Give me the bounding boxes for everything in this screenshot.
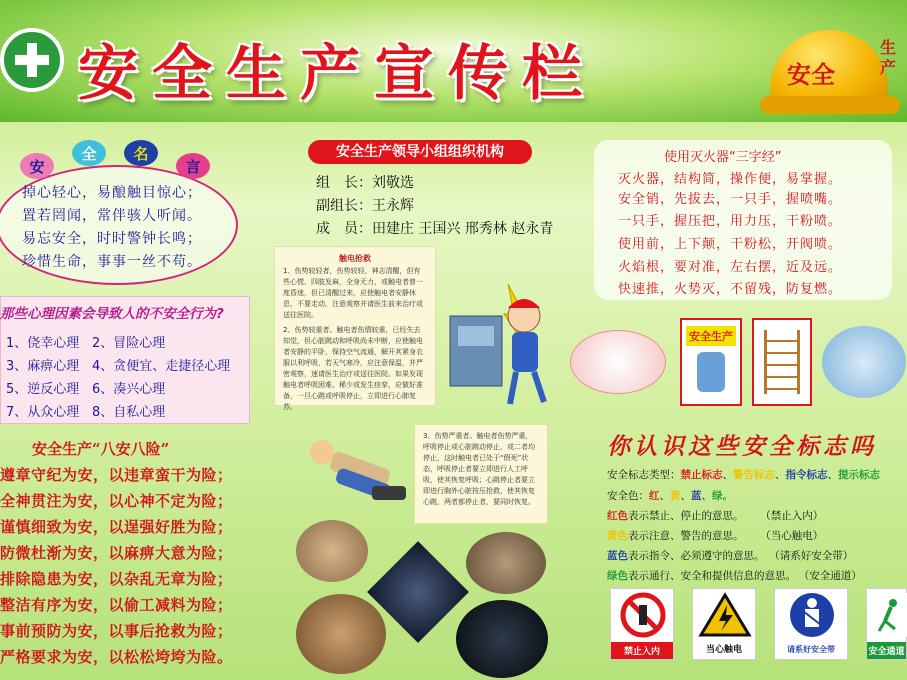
poster-label: 安全生产: [686, 326, 736, 346]
ladder-poster: [752, 318, 812, 406]
meaning-blue: [607, 548, 853, 563]
eight-safe-line: 谨慎细致为安，以逞强好胜为险；: [0, 518, 233, 536]
motto-ball-4: 言: [176, 153, 210, 179]
safety-cross-logo-icon: [0, 28, 64, 92]
page-title: 安全生产宣传栏: [78, 39, 596, 109]
eight-safe-line: 整洁有序为安，以偷工减料为险；: [0, 596, 233, 614]
org-title: 安全生产领导小组组织机构: [308, 140, 532, 164]
eight-safe-title: 安全生产“八安八险”: [32, 440, 170, 458]
psychology-item: 7、从众心理: [6, 405, 80, 420]
type-mandatory: 指令标志: [785, 469, 828, 481]
meaning-yellow-text: 表示注意、警告的意思。: [628, 530, 744, 542]
type-information: 提示标志: [838, 469, 880, 481]
sign-caption: 禁止入内: [611, 642, 673, 659]
psychology-item: 4、贪便宜、走捷径心理: [92, 359, 231, 374]
eight-safe-line: 遵章守纪为安，以违章蛮干为险；: [0, 466, 233, 484]
color-red: 红: [649, 490, 660, 502]
poster-figure: [697, 352, 725, 392]
first-aid-para-1: 1、伤势较轻者，伤势较轻、神志清醒，但有些心慌、四肢发麻，全身无力，或触电者曾一度昏迷，但已清醒过来，应使触电者安静休息，不要走动，注意观察并请医生前来治疗或送往医院。: [283, 267, 423, 319]
meaning-yellow: [607, 528, 823, 543]
eight-safe-line: 事前预防为安，以事后抢救为险；: [0, 622, 233, 640]
psychology-item: 2、冒险心理: [92, 336, 166, 351]
meaning-green-example: （安全通道）: [804, 570, 862, 582]
eight-safe-line: 严格要求为安，以松松垮垮为险。: [0, 648, 233, 666]
safety-poster: [680, 318, 742, 406]
exit-runner-icon: [867, 589, 907, 641]
sign-types-label: 安全标志类型：: [607, 469, 681, 481]
meaning-red-text: 表示禁止、停止的意思。: [628, 510, 744, 522]
meaning-yellow-color: 黄色: [607, 530, 628, 542]
psychology-item: 8、自私心理: [92, 405, 166, 420]
extinguisher-line: 火焰根，要对准，左右摆，近及远。: [618, 260, 843, 275]
sign-card-exit: [866, 588, 907, 660]
type-warning: 警告标志: [733, 469, 775, 481]
sign-caption: 当心触电: [705, 645, 742, 655]
org-deputy: 副组长：王永辉: [316, 198, 414, 214]
eight-safe-line: 排除隐患为安，以杂乱无章为险；: [0, 570, 233, 588]
victim-illustration: [300, 430, 416, 516]
motto-line: 掉心轻心，易酿触目惊心；: [22, 185, 202, 201]
first-aid-para-2: 2、伤势较重者。触电者伤情较重，已经失去知觉，但心脏跳动和呼吸尚未中断，应使触电者安静的平卧，保持空气流通，解开其紧身衣服以利呼吸，若天气寒冷，应注意保温，并严密观察，速请医生治疗或送往医院。如果发现触电者呼吸困难、稀少或发生痉挛，应做好准备，一旦心跳或呼吸停止，立即进行心肺复苏。: [283, 326, 423, 411]
meaning-red: [607, 508, 823, 523]
meaning-blue-text: 表示指令、必须遵守的意思。: [628, 550, 765, 562]
safety-colors-line: 安全色：红、黄、蓝、绿。: [607, 490, 733, 502]
first-aid-title: 触电抢救: [339, 254, 371, 263]
sign-card-seatbelt: [774, 588, 848, 660]
psychology-item: 3、麻痹心理: [6, 359, 80, 374]
helmet-brim: [760, 96, 900, 114]
meaning-red-color: 红色: [607, 510, 628, 522]
pipe-photo: [456, 600, 548, 678]
signs-title: 你认识这些安全标志吗: [607, 433, 877, 460]
extinguisher-line: 安全销，先拔去，一只手，握喷嘴。: [618, 192, 843, 207]
electric-warning-icon: [693, 589, 757, 641]
extinguisher-line: 一只手，握压把，用力压，干粉喷。: [618, 214, 843, 229]
safety-colors-label: 安全色：: [607, 490, 649, 502]
meaning-blue-color: 蓝色: [607, 550, 628, 562]
motto-ball-1: 安: [20, 153, 54, 179]
extinguisher-line: 使用前，上下颠，干粉松，开阀喷。: [618, 237, 843, 252]
org-leader: 组 长：刘敬选: [316, 175, 414, 191]
type-prohibition: 禁止标志: [680, 469, 723, 481]
motto-line: 置若罔闻，常伴骇人听闻。: [22, 208, 202, 224]
meaning-blue-example: （请系好安全带）: [774, 550, 854, 562]
extinguisher-title: 使用灭火器“三字经”: [664, 150, 782, 165]
motto-line: 珍惜生命，事事一丝不苟。: [22, 254, 202, 270]
sign-card-electric: [692, 588, 756, 660]
well-photo-2: [466, 532, 546, 594]
psychology-item: 1、侥幸心理: [6, 336, 80, 351]
color-green: 绿: [712, 490, 723, 502]
corner-label: 生产: [880, 38, 897, 77]
motto-line: 易忘安全，时时警钟长鸣；: [22, 231, 202, 247]
meaning-red-example: （禁止入内）: [765, 510, 824, 522]
color-yellow: 黄: [670, 490, 681, 502]
sign-caption: 请系好安全带: [787, 645, 835, 654]
sign-caption: 安全通道: [867, 642, 906, 659]
helmet-label: 安全: [787, 60, 835, 89]
meaning-yellow-example: （当心触电）: [765, 530, 824, 542]
first-aid-note-1: [274, 246, 436, 411]
electrician-illustration: [822, 326, 906, 398]
org-members: 成 员：田建庄 王国兴 邢秀林 赵永青: [316, 221, 554, 237]
motto-ball-3: 名: [124, 140, 158, 166]
tunnel-photo: [296, 594, 386, 674]
no-entry-icon: [611, 589, 675, 641]
extinguisher-line: 快速推，火势灭，不留残，防复燃。: [618, 282, 843, 297]
meaning-green-color: 绿色: [607, 570, 628, 582]
sign-card-no-entry: [610, 588, 674, 660]
first-aid-note-2: [414, 424, 548, 524]
well-photo-1: [296, 520, 368, 582]
color-blue: 蓝: [691, 490, 702, 502]
electric-shock-illustration: [446, 264, 574, 414]
extinguisher-line: 灭火器，结构简，操作便，易掌握。: [618, 172, 843, 187]
eight-safe-line: 防微杜渐为安，以麻痹大意为险；: [0, 544, 233, 562]
meaning-green-text: 表示通行、安全和提供信息的意思。: [628, 570, 796, 582]
sign-types-line: 安全标志类型：禁止标志、警告标志、指令标志、提示标志: [607, 469, 880, 481]
meaning-green: [607, 568, 862, 583]
psychology-title: 那些心理因素会导致人的不安全行为?: [0, 306, 224, 322]
psychology-item: 5、逆反心理: [6, 382, 80, 397]
motto-ball-2: 全: [72, 140, 106, 166]
first-aid-para-3: 3、伤势严重者。触电者伤势严重，呼吸停止或心脏跳动停止，或二者均停止，这时触电者已处于“假死”状态，呼吸停止者要立即进行人工呼吸，使其恢复呼吸；心跳停止者要立即进行胸外心脏按压抢救，使其恢复心跳，两者都停止者，要同时恢复。: [423, 432, 535, 506]
ladder-icon: [764, 330, 800, 394]
eight-safe-line: 全神贯注为安，以心神不定为险；: [0, 492, 233, 510]
seatbelt-icon: [775, 589, 849, 641]
crowd-illustration: [570, 330, 666, 394]
psychology-item: 6、凑兴心理: [92, 382, 166, 397]
